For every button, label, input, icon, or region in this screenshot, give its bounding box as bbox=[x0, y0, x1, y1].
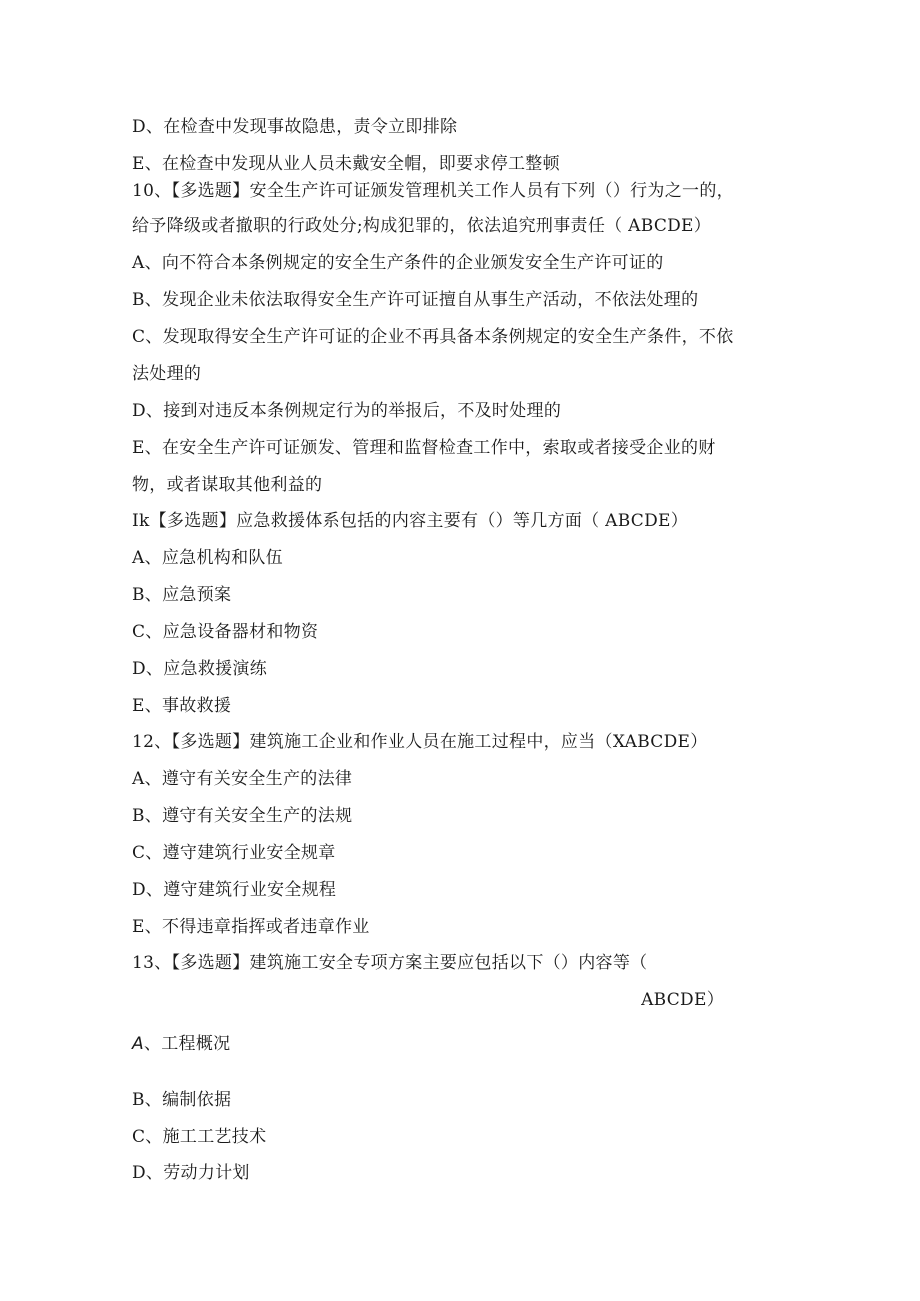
option-12c: C、遵守建筑行业安全规章 bbox=[132, 843, 336, 863]
question-13-line-1: 13、【多选题】建筑施工安全专项方案主要应包括以下（）内容等（ bbox=[132, 953, 648, 973]
option-11d: D、应急救援演练 bbox=[132, 659, 268, 679]
question-11: Ik【多选题】应急救援体系包括的内容主要有（）等几方面（ ABCDE） bbox=[132, 511, 689, 531]
option-13a bbox=[132, 1033, 230, 1055]
option-13d: D、劳动力计划 bbox=[132, 1163, 250, 1183]
option-12e: E、不得违章指挥或者违章作业 bbox=[132, 917, 370, 937]
option-13a-letter: A bbox=[132, 1034, 144, 1054]
option-12d: D、遵守建筑行业安全规程 bbox=[132, 880, 337, 900]
option-10b: B、发现企业未依法取得安全生产许可证擅自从事生产活动，不依法处理的 bbox=[132, 290, 699, 310]
question-13-answer: ABCDE） bbox=[641, 990, 724, 1010]
option-10c-line-2: 法处理的 bbox=[132, 364, 202, 384]
option-11c: C、应急设备器材和物资 bbox=[132, 622, 319, 642]
option-9d: D、在检查中发现事故隐患，责令立即排除 bbox=[132, 117, 458, 137]
option-12a: A、遵守有关安全生产的法律 bbox=[132, 769, 353, 789]
option-10e-line-1: E、在安全生产许可证颁发、管理和监督检查工作中，索取或者接受企业的财 bbox=[132, 438, 716, 458]
option-11b: B、应急预案 bbox=[132, 585, 232, 605]
option-13c: C、施工工艺技术 bbox=[132, 1127, 267, 1147]
question-10-line-1: 10、【多选题】安全生产许可证颁发管理机关工作人员有下列（）行为之一的， bbox=[132, 181, 734, 201]
option-10e-line-2: 物，或者谋取其他利益的 bbox=[132, 475, 323, 495]
question-10-line-2: 给予降级或者撤职的行政处分;构成犯罪的，依法追究刑事责任（ ABCDE） bbox=[132, 216, 712, 236]
question-12: 12、【多选题】建筑施工企业和作业人员在施工过程中，应当（XABCDE） bbox=[132, 732, 708, 752]
option-13b: B、编制依据 bbox=[132, 1090, 232, 1110]
option-10d: D、接到对违反本条例规定行为的举报后，不及时处理的 bbox=[132, 401, 562, 421]
option-10a: A、向不符合本条例规定的安全生产条件的企业颁发安全生产许可证的 bbox=[132, 253, 664, 273]
option-11e: E、事故救援 bbox=[132, 696, 232, 716]
option-10c-line-1: C、发现取得安全生产许可证的企业不再具备本条例规定的安全生产条件，不依 bbox=[132, 327, 734, 347]
option-9e: E、在检查中发现从业人员未戴安全帽，即要求停工整顿 bbox=[132, 154, 560, 174]
option-11a: A、应急机构和队伍 bbox=[132, 548, 283, 568]
option-13a-text: 、工程概况 bbox=[143, 1034, 231, 1054]
option-12b: B、遵守有关安全生产的法规 bbox=[132, 806, 353, 826]
